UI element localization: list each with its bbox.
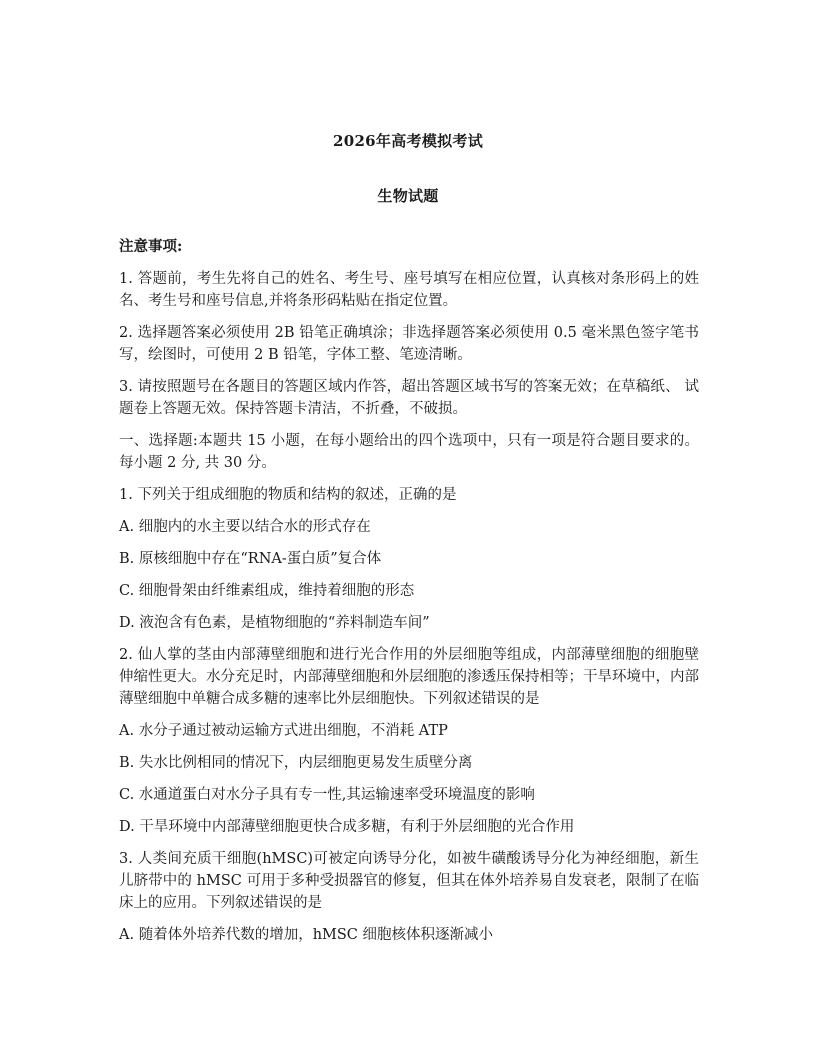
option-d: D. 干旱环境中内部薄壁细胞更快合成多糖，有利于外层细胞的光合作用 (119, 819, 575, 835)
notice-item: 2. 选择题答案必须使用 2B 铅笔正确填涂；非选择题答案必须使用 0.5 毫米黑色签字笔书写，绘图时，可使用 2 B 铅笔，字体工整、笔迹清晰。 (119, 325, 699, 363)
option-c: C. 细胞骨架由纤维素组成，维持着细胞的形态 (119, 583, 415, 599)
notice-item: 3. 请按照题号在各题目的答题区域内作答，超出答题区域书写的答案无效；在草稿纸、 试题卷上答题无效。保持答题卡清洁，不折叠，不破损。 (119, 379, 699, 417)
option-a: A. 细胞内的水主要以结合水的形式存在 (119, 519, 371, 535)
option-b: B. 原核细胞中存在“RNA-蛋白质”复合体 (119, 551, 382, 567)
option-a: A. 水分子通过被动运输方式进出细胞，不消耗 ATP (119, 723, 448, 739)
exam-content (119, 236, 699, 956)
question-stem: 2. 仙人掌的茎由内部薄壁细胞和进行光合作用的外层细胞等组成，内部薄壁细胞的细胞壁伸缩性更大。水分充足时，内部薄壁细胞和外层细胞的渗透压保持相等；干旱环境中，内部薄壁细胞中单糖合成多糖的速率比外层细胞快。下列叙述错误的是 (119, 647, 699, 707)
notice-heading: 注意事项: (119, 238, 183, 255)
question-stem: 3. 人类间充质干细胞(hMSC)可被定向诱导分化，如被牛磺酸诱导分化为神经细胞，新生儿脐带中的 hMSC 可用于多种受损器官的修复，但其在体外培养易自发衰老，限制了在临床上的应用。下列叙述错误的是 (119, 851, 699, 911)
exam-title: 2026年高考模拟考试 (332, 132, 484, 150)
exam-subject: 生物试题 (377, 187, 439, 205)
notice-item: 1. 答题前，考生先将自己的姓名、考生号、座号填写在相应位置，认真核对条形码上的姓名、考生号和座号信息,并将条形码粘贴在指定位置。 (119, 271, 699, 309)
question-stem: 1. 下列关于组成细胞的物质和结构的叙述，正确的是 (119, 487, 457, 503)
option-d: D. 液泡含有色素，是植物细胞的“养料制造车间” (119, 615, 430, 631)
section-intro: 一、选择题:本题共 15 小题，在每小题给出的四个选项中，只有一项是符合题目要求的。每小题 2 分, 共 30 分。 (119, 433, 699, 471)
option-b: B. 失水比例相同的情况下，内层细胞更易发生质壁分离 (119, 755, 473, 771)
option-a: A. 随着体外培养代数的增加，hMSC 细胞核体积逐渐减小 (119, 927, 494, 943)
option-c: C. 水通道蛋白对水分子具有专一性,其运输速率受环境温度的影响 (119, 787, 535, 803)
